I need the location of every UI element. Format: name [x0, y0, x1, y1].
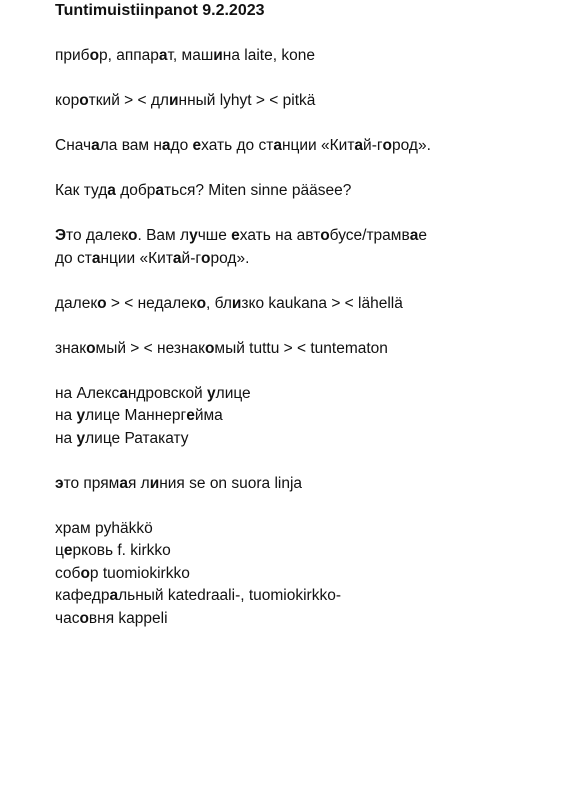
stressed-letter: а: [161, 137, 171, 154]
text-segment: , бл: [206, 294, 232, 312]
stressed-letter: а: [107, 182, 116, 199]
stressed-letter: а: [109, 587, 119, 604]
text-segment: на laite, kone: [222, 47, 315, 64]
stressed-letter: а: [354, 137, 364, 154]
stressed-letter: у: [189, 227, 198, 244]
text-line: [55, 293, 545, 316]
text-segment: мый tuttu > < tuntematon: [214, 339, 388, 357]
text-segment: далек: [55, 294, 98, 312]
document-text: [55, 0, 545, 630]
stressed-letter: а: [273, 137, 282, 154]
text-line: [55, 585, 545, 608]
stressed-letter: э: [55, 474, 64, 492]
text-line: [55, 248, 545, 271]
document-title: Tuntimuistiinpanot 9.2.2023: [55, 2, 265, 19]
paragraph: [55, 338, 545, 361]
text-segment: йма: [194, 407, 223, 424]
text-line: [55, 405, 545, 428]
text-segment: час: [55, 609, 80, 627]
stressed-letter: о: [89, 47, 100, 64]
text-segment: лице Ратакату: [85, 429, 189, 447]
stressed-letter: е: [192, 137, 202, 154]
stressed-letter: е: [231, 227, 240, 244]
text-segment: ния se on suora linja: [159, 474, 303, 492]
text-segment: нции «Кит: [100, 249, 173, 267]
stressed-letter: о: [97, 294, 107, 312]
text-segment: до: [170, 137, 193, 154]
text-segment: я л: [127, 474, 150, 492]
text-segment: нный lyhyt > < pitkä: [178, 92, 316, 109]
text-segment: кор: [55, 92, 80, 109]
stressed-letter: о: [320, 227, 330, 244]
text-line: [55, 180, 545, 203]
stressed-letter: а: [91, 137, 100, 154]
text-segment: хать на авт: [239, 227, 321, 244]
text-segment: . Вам л: [137, 227, 190, 244]
text-segment: до ст: [55, 249, 92, 267]
stressed-letter: о: [204, 339, 215, 357]
text-line: [55, 608, 545, 631]
stressed-letter: а: [409, 227, 419, 244]
stressed-letter: и: [168, 92, 179, 109]
paragraph: [55, 135, 545, 158]
stressed-letter: у: [207, 384, 216, 402]
stressed-letter: е: [63, 542, 73, 559]
text-segment: ндровской: [127, 384, 208, 402]
text-segment: ц: [55, 542, 64, 559]
text-segment: й-г: [181, 249, 202, 267]
paragraph: [55, 180, 545, 203]
text-segment: нции «Кит: [281, 137, 355, 154]
stressed-letter: а: [91, 249, 101, 267]
paragraph: [55, 473, 545, 496]
text-segment: соб: [55, 564, 81, 582]
paragraph: [55, 45, 545, 68]
paragraph: [55, 518, 545, 631]
text-segment: е: [418, 227, 427, 244]
stressed-letter: и: [231, 294, 242, 312]
stressed-letter: а: [119, 384, 128, 402]
text-segment: знак: [55, 339, 87, 357]
paragraph: [55, 293, 545, 316]
text-line: [55, 518, 545, 541]
paragraph: [55, 225, 545, 270]
text-segment: на: [55, 407, 77, 424]
text-segment: на: [55, 429, 77, 447]
text-line: [55, 225, 545, 248]
text-segment: кафедр: [55, 587, 110, 604]
text-segment: > < недалек: [106, 294, 197, 312]
text-segment: ться? Miten sinne pääsee?: [164, 182, 352, 199]
stressed-letter: о: [79, 92, 89, 109]
text-line: [55, 428, 545, 451]
text-line: [55, 135, 545, 158]
stressed-letter: о: [201, 249, 211, 267]
text-segment: лице Маннерг: [85, 407, 187, 424]
text-segment: мый > < незнак: [95, 339, 205, 357]
text-segment: зко kaukana > < lähellä: [241, 294, 403, 312]
text-line: [55, 338, 545, 361]
document-body: [55, 45, 545, 630]
text-segment: рковь f. kirkko: [72, 542, 171, 559]
stressed-letter: и: [149, 474, 160, 492]
text-segment: род».: [392, 137, 431, 154]
text-segment: на Алекс: [55, 384, 120, 402]
stressed-letter: а: [155, 182, 165, 199]
text-segment: р tuomiokirkko: [89, 564, 190, 582]
text-segment: хать до ст: [201, 137, 274, 154]
stressed-letter: о: [382, 137, 392, 154]
text-segment: бусе/трамв: [329, 227, 410, 244]
text-segment: чше: [197, 227, 232, 244]
text-line: [55, 383, 545, 406]
paragraph: [55, 383, 545, 451]
text-line: [55, 540, 545, 563]
text-segment: вня kappeli: [88, 609, 168, 627]
stressed-letter: о: [79, 609, 89, 627]
stressed-letter: и: [213, 47, 223, 64]
paragraph: [55, 90, 545, 113]
text-segment: род».: [210, 249, 250, 267]
text-segment: р, аппар: [99, 47, 159, 64]
stressed-letter: у: [76, 407, 86, 424]
text-segment: приб: [55, 47, 90, 64]
text-line: [55, 90, 545, 113]
text-segment: лице: [215, 384, 251, 402]
stressed-letter: о: [80, 564, 90, 582]
text-segment: храм pyhäkkö: [55, 519, 153, 537]
text-segment: Снач: [55, 137, 92, 154]
stressed-letter: Э: [55, 227, 67, 244]
text-line: [55, 473, 545, 496]
text-segment: т, маш: [167, 47, 214, 64]
text-segment: ткий > < дл: [88, 92, 169, 109]
text-segment: Как туд: [55, 182, 108, 199]
stressed-letter: а: [158, 47, 168, 64]
text-segment: й-г: [363, 137, 383, 154]
stressed-letter: у: [76, 429, 86, 447]
stressed-letter: о: [128, 227, 138, 244]
text-segment: ла вам н: [99, 137, 162, 154]
text-segment: то прям: [63, 474, 120, 492]
stressed-letter: о: [86, 339, 96, 357]
text-segment: льный katedraali-, tuomiokirkko-: [118, 587, 342, 604]
stressed-letter: а: [172, 249, 182, 267]
stressed-letter: е: [186, 407, 195, 424]
text-line: [55, 45, 545, 68]
text-segment: то далек: [66, 227, 128, 244]
stressed-letter: а: [119, 474, 128, 492]
text-line: [55, 563, 545, 586]
stressed-letter: о: [196, 294, 207, 312]
text-segment: добр: [115, 182, 156, 199]
